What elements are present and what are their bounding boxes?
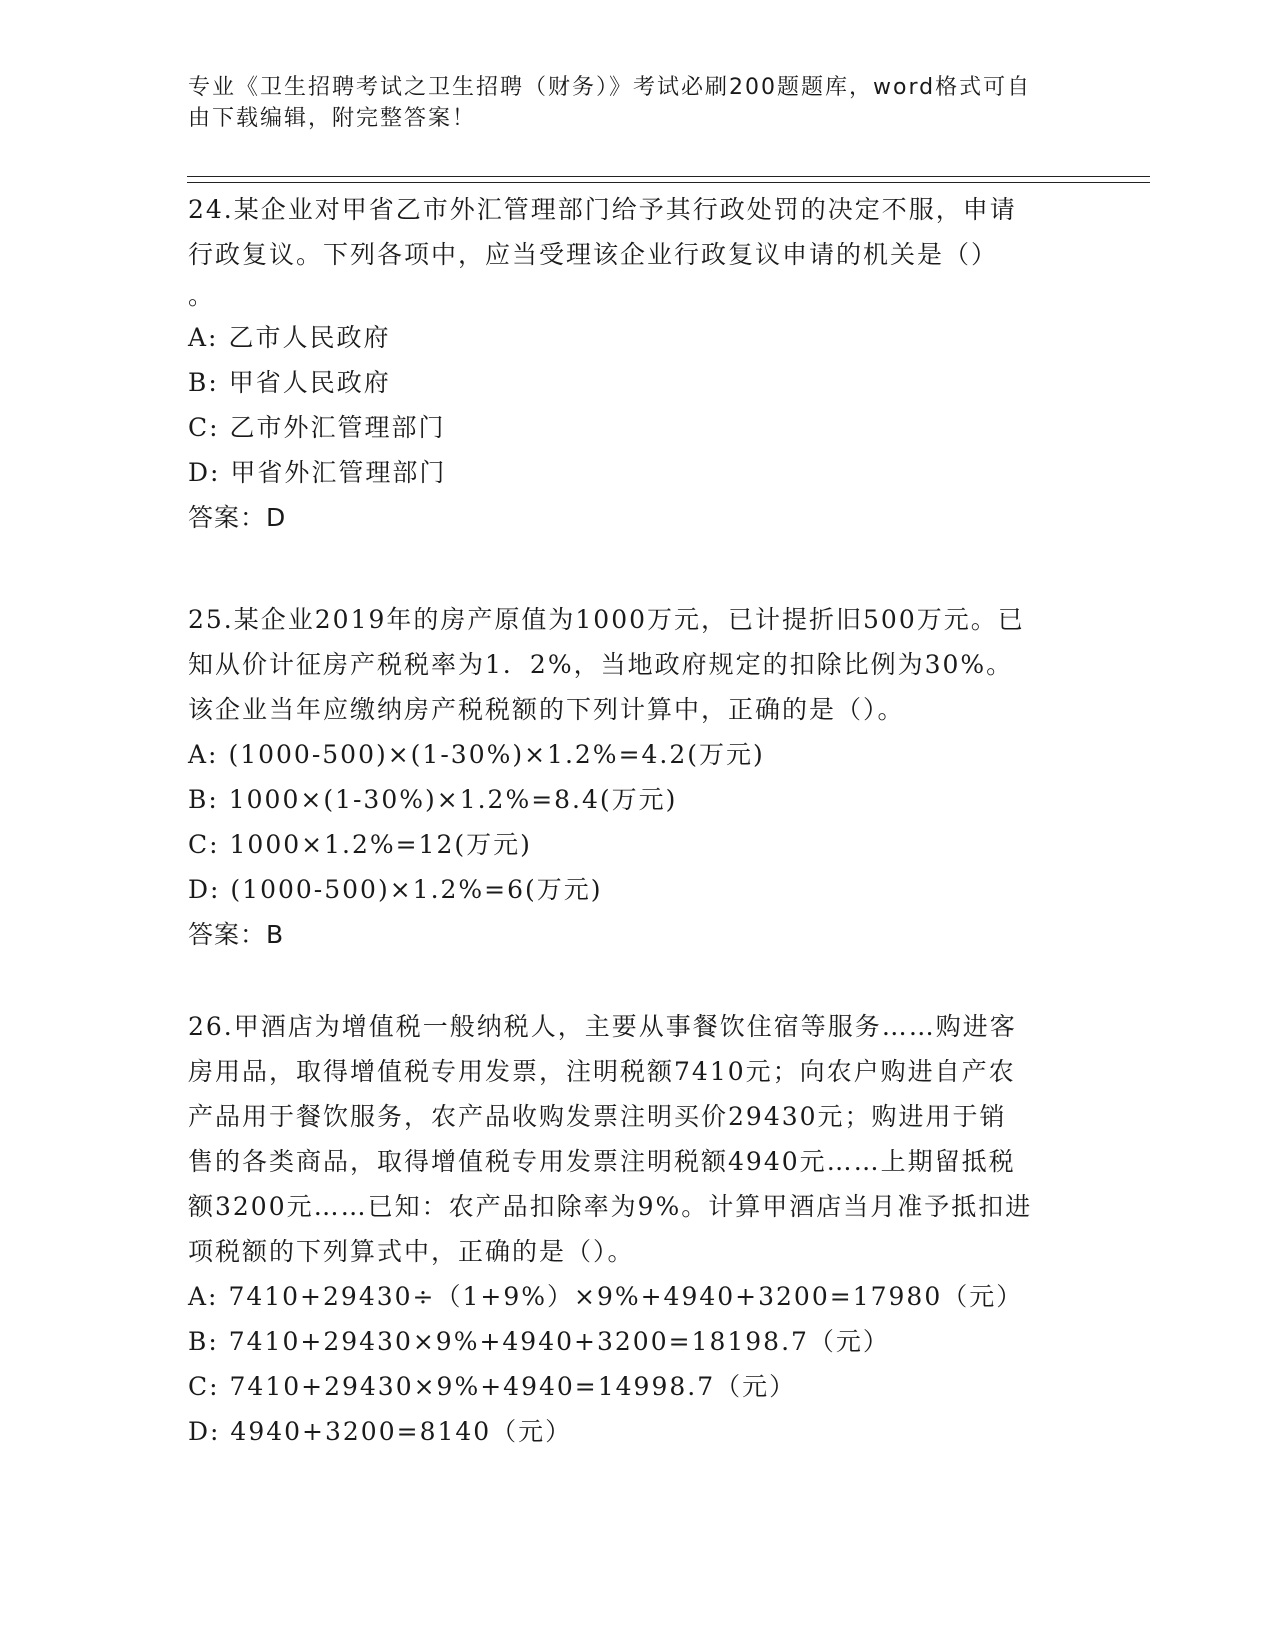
- question-stem-line: 26.甲酒店为增值税一般纳税人，主要从事餐饮住宿等服务……购进客: [188, 1012, 1017, 1041]
- header-divider-bottom: [187, 182, 1150, 183]
- option-a: [188, 315, 1068, 360]
- option-b: [188, 777, 1068, 822]
- question-stem-line: 知从价计征房产税税率为1．2%，当地政府规定的扣除比例为30%。: [188, 650, 1014, 679]
- option-key: A:: [188, 740, 219, 769]
- question-stem-line: 。: [188, 281, 216, 310]
- option-key: B:: [188, 368, 219, 397]
- option-c: [188, 1364, 1068, 1409]
- option-text: 7410+29430÷（1+9%）×9%+4940+3200=17980（元）: [228, 1282, 1024, 1311]
- question-stem-line: 行政复议。下列各项中，应当受理该企业行政复议申请的机关是（）: [188, 240, 999, 269]
- question-stem-line: 售的各类商品，取得增值税专用发票注明税额4940元……上期留抵税: [188, 1147, 1016, 1176]
- header-divider-top: [187, 176, 1150, 177]
- question-stem-line: 项税额的下列算式中，正确的是（）。: [188, 1237, 635, 1266]
- option-c: [188, 405, 1068, 450]
- option-text: 7410+29430×9%+4940=14998.7（元）: [229, 1372, 797, 1401]
- option-b: [188, 360, 1068, 405]
- option-d: [188, 450, 1068, 495]
- option-b: [188, 1319, 1068, 1364]
- option-key: C:: [188, 413, 220, 442]
- option-text: 1000×1.2%=12(万元): [229, 830, 532, 859]
- question-24: [188, 187, 1068, 540]
- question-25: [188, 597, 1068, 957]
- option-a: [188, 732, 1068, 777]
- option-d: [188, 867, 1068, 912]
- question-stem-line: 25.某企业2019年的房产原值为1000万元，已计提折旧500万元。已: [188, 605, 1025, 634]
- option-key: A:: [188, 1282, 219, 1311]
- page-header: [188, 72, 1068, 134]
- option-key: C:: [188, 830, 220, 859]
- option-key: D:: [188, 458, 221, 487]
- header-line: 专业《卫生招聘考试之卫生招聘（财务）》考试必刷200题题库，word格式可自: [188, 75, 1032, 100]
- option-key: B:: [188, 785, 219, 814]
- answer-line: 答案：B: [188, 920, 285, 949]
- option-text: 乙市人民政府: [228, 323, 391, 352]
- option-c: [188, 822, 1068, 867]
- option-text: 甲省外汇管理部门: [230, 458, 447, 487]
- option-key: B:: [188, 1327, 219, 1356]
- question-stem-line: 产品用于餐饮服务，农产品收购发票注明买价29430元；购进用于销: [188, 1102, 1007, 1131]
- option-text: 7410+29430×9%+4940+3200=18198.7（元）: [228, 1327, 890, 1356]
- option-text: 1000×(1-30%)×1.2%=8.4(万元): [228, 785, 678, 814]
- option-key: D:: [188, 1417, 221, 1446]
- option-text: (1000-500)×(1-30%)×1.2%=4.2(万元): [228, 740, 765, 769]
- header-line: 由下载编辑，附完整答案！: [188, 106, 477, 131]
- question-26: [188, 1004, 1068, 1454]
- option-text: 乙市外汇管理部门: [229, 413, 446, 442]
- option-key: C:: [188, 1372, 220, 1401]
- question-stem-line: 额3200元……已知：农产品扣除率为9%。计算甲酒店当月准予抵扣进: [188, 1192, 1033, 1221]
- answer-line: 答案：D: [188, 503, 287, 532]
- option-text: 甲省人民政府: [228, 368, 391, 397]
- option-d: [188, 1409, 1068, 1454]
- option-text: (1000-500)×1.2%=6(万元): [230, 875, 603, 904]
- option-text: 4940+3200=8140（元）: [230, 1417, 573, 1446]
- option-key: D:: [188, 875, 221, 904]
- question-stem-line: 24.某企业对甲省乙市外汇管理部门给予其行政处罚的决定不服，申请: [188, 195, 1017, 224]
- option-a: [188, 1274, 1068, 1319]
- question-stem-line: 房用品，取得增值税专用发票，注明税额7410元；向农户购进自产农: [188, 1057, 1016, 1086]
- option-key: A:: [188, 323, 219, 352]
- question-stem-line: 该企业当年应缴纳房产税税额的下列计算中，正确的是（）。: [188, 695, 905, 724]
